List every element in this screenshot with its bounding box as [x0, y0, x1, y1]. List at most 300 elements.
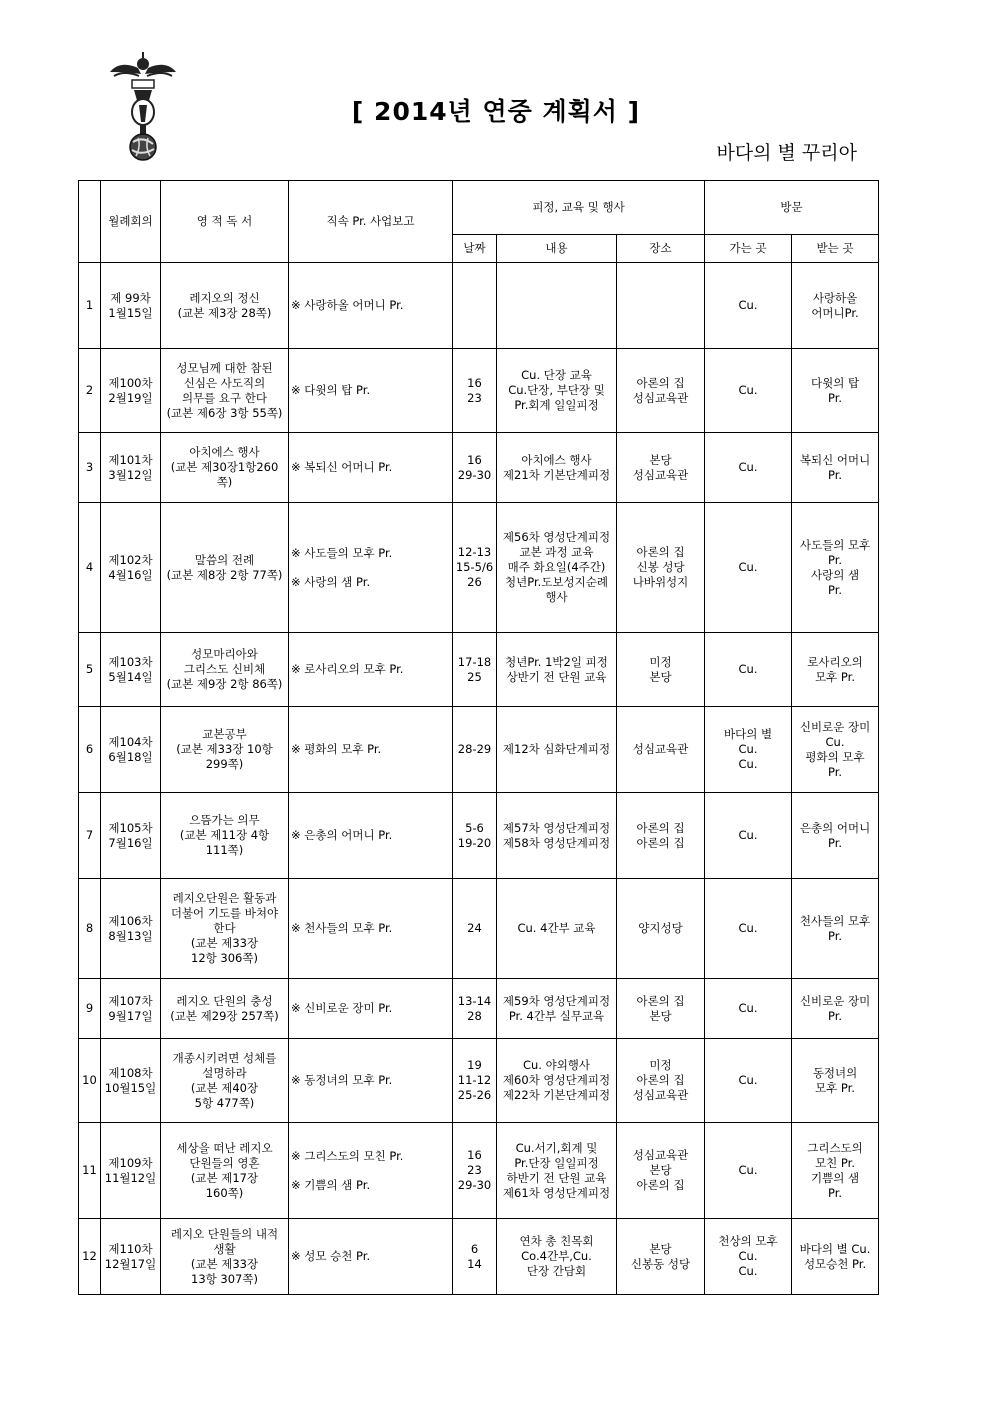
report-cell-stack — [291, 1073, 450, 1088]
place-cell-line: 아론의 집 — [636, 820, 685, 835]
content-cell-stack — [499, 742, 614, 757]
place-cell — [617, 503, 705, 633]
visit-go-cell — [705, 1039, 792, 1123]
place-cell — [617, 1039, 705, 1123]
date-cell-line: 28-29 — [457, 742, 492, 756]
content-cell-line: Cu. 4간부 교육 — [517, 921, 596, 935]
visit-receive-cell-line: 기쁨의 샘 Pr. — [810, 1170, 860, 1200]
place-cell-stack — [619, 376, 702, 406]
reading-cell: 세상을 떠난 레지오 단원들의 영혼 (교본 제17장 160쪽) — [161, 1123, 289, 1219]
report-cell-line: ※ 다윗의 탑 Pr. — [291, 383, 371, 397]
visit-go-cell-stack — [707, 460, 789, 475]
date-cell-line: 16 — [467, 375, 482, 390]
date-cell-stack — [455, 1148, 494, 1193]
visit-receive-cell-line: 복되신 어머니 Pr. — [799, 452, 871, 482]
place-cell-line: 성심교육관 — [632, 1148, 689, 1162]
visit-receive-cell-stack — [794, 376, 876, 406]
date-cell — [453, 349, 497, 433]
place-cell-line: 아론의 집 — [636, 545, 685, 559]
place-cell-stack — [619, 742, 702, 757]
date-cell — [453, 1123, 497, 1219]
meeting-cell: 제106차 8월13일 — [101, 879, 161, 979]
visit-receive-cell-line: 신비로운 장미 Pr. — [799, 993, 871, 1023]
content-cell-stack — [499, 1141, 614, 1201]
row-number: 6 — [79, 707, 101, 793]
visit-go-cell-line: Cu. — [738, 662, 758, 676]
date-cell — [453, 1039, 497, 1123]
visit-go-cell-stack — [707, 828, 789, 843]
visit-receive-cell-line: 사랑의 샘 Pr. — [810, 567, 860, 597]
content-cell — [497, 707, 617, 793]
report-cell — [289, 349, 453, 433]
reading-cell: 레지오 단원의 충성 (교본 제29장 257쪽) — [161, 979, 289, 1039]
visit-go-cell-line: Cu. — [738, 560, 758, 574]
content-cell — [497, 1123, 617, 1219]
report-cell-line: ※ 은총의 어머니 Pr. — [291, 828, 393, 842]
visit-receive-cell — [792, 263, 879, 349]
visit-go-cell — [705, 433, 792, 503]
report-cell-line: ※ 성모 승천 Pr. — [291, 1249, 371, 1263]
place-cell-stack — [619, 655, 702, 685]
report-cell — [289, 263, 453, 349]
report-cell — [289, 1123, 453, 1219]
visit-receive-cell — [792, 503, 879, 633]
reading-cell: 아치에스 행사 (교본 제30장1항260쪽) — [161, 433, 289, 503]
report-cell — [289, 433, 453, 503]
date-cell-stack — [455, 921, 494, 936]
report-cell-stack — [291, 921, 450, 936]
visit-go-cell-line: Cu. — [738, 1001, 758, 1015]
visit-go-cell-line: Cu. — [738, 1264, 758, 1278]
visit-go-cell-line: Cu. — [738, 1073, 758, 1087]
visit-go-cell-line: Cu. — [738, 460, 758, 474]
date-cell — [453, 633, 497, 707]
date-cell-line: 26 — [467, 575, 482, 589]
report-cell-line: ※ 기쁨의 샘 Pr. — [291, 1177, 371, 1192]
place-cell — [617, 707, 705, 793]
row-number: 8 — [79, 879, 101, 979]
report-cell-line: ※ 로사리오의 모후 Pr. — [291, 662, 404, 676]
header-date: 날짜 — [453, 235, 497, 263]
reading-cell: 레지오의 정신 (교본 제3장 28쪽) — [161, 263, 289, 349]
header-spiritual-reading: 영 적 독 서 — [161, 181, 289, 263]
date-cell — [453, 1219, 497, 1295]
header-praesidium-report: 직속 Pr. 사업보고 — [289, 181, 453, 263]
visit-receive-cell — [792, 349, 879, 433]
reading-cell: 말씀의 전례 (교본 제8장 2항 77쪽) — [161, 503, 289, 633]
place-cell-stack — [619, 821, 702, 851]
row-number: 9 — [79, 979, 101, 1039]
place-cell-stack — [619, 1148, 702, 1193]
visit-go-cell-stack — [707, 921, 789, 936]
report-cell-line: ※ 사랑의 샘 Pr. — [291, 574, 371, 589]
content-cell-line: 청년Pr.도보성지순례 행사 — [505, 575, 608, 604]
meeting-cell: 제110차 12월17일 — [101, 1219, 161, 1295]
date-cell-line: 23 29-30 — [457, 1163, 492, 1192]
report-cell-stack — [291, 298, 450, 313]
content-cell-line: Cu.서기,회계 및 Pr.단장 일일피정 — [514, 1140, 599, 1170]
content-cell-stack — [499, 1234, 614, 1279]
report-cell-stack — [291, 662, 450, 677]
visit-go-cell-stack — [707, 1073, 789, 1088]
date-cell-line: 12-13 — [457, 545, 492, 559]
place-cell-line: 신봉동 성당 — [630, 1256, 691, 1271]
date-cell-line: 25 — [467, 669, 482, 684]
reading-cell: 으뜸가는 의무 (교본 제11장 4항 111쪽) — [161, 793, 289, 879]
visit-go-cell-line: Cu. — [738, 757, 758, 771]
visit-receive-cell — [792, 707, 879, 793]
table-row — [79, 1123, 879, 1219]
visit-go-cell-stack — [707, 298, 789, 313]
report-cell-stack — [291, 828, 450, 843]
date-cell — [453, 707, 497, 793]
visit-go-cell — [705, 879, 792, 979]
report-cell-stack — [291, 1001, 450, 1016]
visit-go-cell-stack — [707, 383, 789, 398]
date-cell — [453, 879, 497, 979]
place-cell-line: 성심교육관 — [632, 742, 689, 756]
visit-receive-cell-line: 다윗의 탑 Pr. — [810, 375, 860, 405]
organization-name: 바다의 별 꾸리아 — [716, 142, 857, 164]
place-cell-line: 본당 — [649, 1008, 672, 1023]
visit-receive-cell-line: 그리스도의 모친 Pr. — [807, 1140, 863, 1170]
date-cell-stack — [455, 1242, 494, 1272]
date-cell-line: 6 — [470, 1241, 479, 1256]
report-cell-stack — [291, 460, 450, 475]
content-cell-stack — [499, 821, 614, 851]
report-cell-line: ※ 신비로운 장미 Pr. — [291, 1001, 393, 1015]
place-cell — [617, 879, 705, 979]
visit-go-cell-line: Cu. — [738, 921, 758, 935]
visit-receive-cell — [792, 1039, 879, 1123]
visit-receive-cell-line: 사도들의 모후 Pr. — [799, 537, 871, 567]
date-cell-line: 5-6 — [465, 820, 484, 835]
row-number: 12 — [79, 1219, 101, 1295]
place-cell — [617, 1219, 705, 1295]
place-cell-line: 미정 — [649, 654, 672, 669]
content-cell — [497, 1039, 617, 1123]
visit-receive-cell-line: 바다의 별 Cu. — [799, 1241, 871, 1256]
visit-go-cell-stack — [707, 560, 789, 575]
place-cell-stack — [619, 1242, 702, 1272]
date-cell-line: 16 — [467, 452, 482, 467]
content-cell-stack — [499, 1058, 614, 1103]
place-cell — [617, 1123, 705, 1219]
place-cell — [617, 433, 705, 503]
report-cell-line: ※ 그리스도의 모친 Pr. — [291, 1148, 404, 1163]
date-cell-line: 24 — [467, 921, 482, 935]
row-number: 1 — [79, 263, 101, 349]
place-cell-line: 나바위성지 — [632, 575, 689, 589]
place-cell-line: 본당 — [649, 1241, 672, 1256]
report-cell-line: ※ 복되신 어머니 Pr. — [291, 460, 393, 474]
place-cell-line: 아론의 집 — [636, 375, 685, 390]
report-cell-line: ※ 평화의 모후 Pr. — [291, 742, 382, 756]
meeting-cell: 제107차 9월17일 — [101, 979, 161, 1039]
meeting-cell: 제105차 7월16일 — [101, 793, 161, 879]
date-cell — [453, 979, 497, 1039]
visit-receive-cell-stack — [794, 1242, 876, 1272]
visit-receive-cell-stack — [794, 538, 876, 598]
report-cell-line: ※ 사랑하올 어머니 Pr. — [291, 298, 404, 312]
header-visit-receive: 받는 곳 — [792, 235, 879, 263]
report-cell-stack — [291, 383, 450, 398]
table-row — [79, 879, 879, 979]
row-number: 5 — [79, 633, 101, 707]
header-number — [79, 181, 101, 263]
visit-receive-cell-line: 성모승천 Pr. — [803, 1256, 867, 1271]
content-cell-line: 제58차 영성단계피정 — [502, 835, 611, 850]
visit-go-cell — [705, 793, 792, 879]
row-number: 11 — [79, 1123, 101, 1219]
report-cell — [289, 979, 453, 1039]
visit-go-cell — [705, 633, 792, 707]
visit-receive-cell-line: 은총의 어머니 Pr. — [799, 820, 871, 850]
report-cell-stack — [291, 742, 450, 757]
report-cell — [289, 1039, 453, 1123]
reading-cell: 레지오 단원들의 내적 생활 (교본 제33장 13항 307쪽) — [161, 1219, 289, 1295]
table-row — [79, 793, 879, 879]
date-cell-line: 19 11-12 25-26 — [457, 1058, 492, 1102]
content-cell-line: Cu.단장, 부단장 및 Pr.회계 일일피정 — [508, 383, 605, 412]
content-cell-stack — [499, 655, 614, 685]
content-cell-stack — [499, 368, 614, 413]
place-cell — [617, 979, 705, 1039]
date-cell-stack — [455, 1058, 494, 1103]
visit-receive-cell-line: 신비로운 장미 Cu. — [799, 719, 871, 749]
visit-receive-cell — [792, 433, 879, 503]
visit-go-cell — [705, 349, 792, 433]
visit-go-cell-line: Cu. — [738, 828, 758, 842]
content-cell-line: 청년Pr. 1박2일 피정 — [505, 654, 608, 669]
report-cell — [289, 793, 453, 879]
visit-go-cell — [705, 1219, 792, 1295]
visit-go-cell-stack — [707, 727, 789, 772]
visit-receive-cell — [792, 793, 879, 879]
content-cell-line: 상반기 전 단원 교육 — [506, 669, 607, 684]
meeting-cell: 제 99차 1월15일 — [101, 263, 161, 349]
table-row — [79, 503, 879, 633]
place-cell-line: 본당 — [649, 669, 672, 684]
table-row — [79, 707, 879, 793]
visit-go-cell-stack — [707, 1001, 789, 1016]
row-number: 3 — [79, 433, 101, 503]
content-cell-line: 제57차 영성단계피정 — [502, 820, 611, 835]
place-cell — [617, 349, 705, 433]
report-cell-stack — [291, 1149, 450, 1193]
visit-receive-cell-line: 천사들의 모후 Pr. — [799, 913, 871, 943]
header-visit: 방문 — [705, 181, 879, 235]
row-number: 4 — [79, 503, 101, 633]
content-cell-stack — [499, 994, 614, 1024]
place-cell — [617, 263, 705, 349]
date-cell-stack — [455, 655, 494, 685]
visit-go-cell-line: Cu. — [738, 1163, 758, 1177]
visit-go-cell — [705, 263, 792, 349]
row-number: 7 — [79, 793, 101, 879]
meeting-cell: 제103차 5월14일 — [101, 633, 161, 707]
content-cell — [497, 633, 617, 707]
content-cell — [497, 503, 617, 633]
visit-receive-cell-stack — [794, 821, 876, 851]
visit-receive-cell-stack — [794, 453, 876, 483]
date-cell-line: 15-5/6 — [455, 560, 494, 574]
content-cell — [497, 879, 617, 979]
date-cell-line: 28 — [467, 1008, 482, 1023]
reading-cell: 성모마리아와 그리스도 신비체 (교본 제9장 2항 86쪽) — [161, 633, 289, 707]
content-cell-line: 하반기 전 단원 교육 제61차 영성단계피정 — [502, 1170, 611, 1200]
table-row — [79, 1219, 879, 1295]
table-row — [79, 979, 879, 1039]
content-cell — [497, 1219, 617, 1295]
meeting-cell: 제108차 10월15일 — [101, 1039, 161, 1123]
meeting-cell: 제104차 6월18일 — [101, 707, 161, 793]
date-cell-line: 13-14 — [457, 993, 492, 1008]
plan-table-body — [79, 263, 879, 1295]
visit-receive-cell — [792, 633, 879, 707]
header-visit-go: 가는 곳 — [705, 235, 792, 263]
report-cell — [289, 633, 453, 707]
content-cell-line: Co.4간부,Cu. 단장 간담회 — [521, 1249, 592, 1278]
place-cell-stack — [619, 994, 702, 1024]
reading-cell: 개종시키려면 성체를 설명하라 (교본 제40장 5항 477쪽) — [161, 1039, 289, 1123]
date-cell-line: 16 — [467, 1148, 482, 1162]
meeting-cell: 제109차 11월12일 — [101, 1123, 161, 1219]
document-title: [ 2014년 연중 계획서 ] — [351, 97, 641, 126]
visit-go-cell — [705, 707, 792, 793]
reading-cell: 교본공부 (교본 제33장 10항 299쪽) — [161, 707, 289, 793]
place-cell-line: 양지성당 — [638, 921, 683, 935]
visit-receive-cell-line: 동정녀의 모후 Pr. — [812, 1065, 858, 1095]
content-cell-line: Cu. 단장 교육 — [521, 368, 592, 382]
report-cell-line: ※ 사도들의 모후 Pr. — [291, 545, 393, 560]
visit-go-cell — [705, 979, 792, 1039]
content-cell — [497, 793, 617, 879]
header-events: 피정, 교육 및 행사 — [453, 181, 705, 235]
visit-go-cell — [705, 503, 792, 633]
visit-go-cell-line: Cu. — [738, 383, 758, 397]
visit-receive-cell — [792, 979, 879, 1039]
place-cell-line: 아론의 집 — [636, 835, 685, 850]
meeting-cell: 제101차 3월12일 — [101, 433, 161, 503]
visit-go-cell-line: 천상의 모후 Cu. — [718, 1234, 778, 1263]
header-place: 장소 — [617, 235, 705, 263]
place-cell-stack — [619, 545, 702, 590]
visit-receive-cell — [792, 1219, 879, 1295]
content-cell-line: Cu. 야외행사 제60차 영성단계피정 제22차 기본단계피정 — [502, 1058, 611, 1102]
report-cell-line: ※ 동정녀의 모후 Pr. — [291, 1073, 393, 1087]
content-cell — [497, 979, 617, 1039]
visit-receive-cell-stack — [794, 914, 876, 944]
report-cell — [289, 879, 453, 979]
date-cell-line: 23 — [467, 390, 482, 405]
place-cell-line: 본당 아론의 집 — [636, 1163, 685, 1192]
date-cell-line: 29-30 — [457, 467, 492, 482]
date-cell-stack — [455, 453, 494, 483]
visit-go-cell — [705, 1123, 792, 1219]
report-cell — [289, 1219, 453, 1295]
reading-cell: 레지오단원은 활동과 더불어 기도를 바쳐야 한다 (교본 제33장 12항 306쪽) — [161, 879, 289, 979]
report-cell-stack — [291, 546, 450, 590]
date-cell — [453, 433, 497, 503]
date-cell-stack — [455, 742, 494, 757]
visit-receive-cell-stack — [794, 1066, 876, 1096]
table-row — [79, 263, 879, 349]
date-cell — [453, 503, 497, 633]
visit-receive-cell-stack — [794, 655, 876, 685]
content-cell-line: 제59차 영성단계피정 — [502, 993, 611, 1008]
content-cell-line: 제21차 기본단계피정 — [502, 467, 611, 482]
date-cell-stack — [455, 376, 494, 406]
content-cell-line: Pr. 4간부 실무교육 — [508, 1008, 605, 1023]
date-cell-stack — [455, 994, 494, 1024]
visit-receive-cell-line: 사랑하올 어머니Pr. — [811, 290, 859, 320]
place-cell — [617, 633, 705, 707]
visit-go-cell-stack — [707, 662, 789, 677]
place-cell-line: 아론의 집 — [636, 993, 685, 1008]
annual-plan-table — [78, 180, 879, 1295]
visit-receive-cell-line: 평화의 모후 Pr. — [805, 749, 865, 779]
content-cell — [497, 433, 617, 503]
row-number: 2 — [79, 349, 101, 433]
row-number: 10 — [79, 1039, 101, 1123]
visit-receive-cell — [792, 1123, 879, 1219]
place-cell-line: 미정 아론의 집 성심교육관 — [632, 1058, 689, 1102]
date-cell-line: 14 — [467, 1256, 482, 1271]
date-cell — [453, 793, 497, 879]
report-cell-line: ※ 천사들의 모후 Pr. — [291, 921, 393, 935]
report-cell — [289, 707, 453, 793]
visit-receive-cell-stack — [794, 994, 876, 1024]
table-row — [79, 633, 879, 707]
report-cell — [289, 503, 453, 633]
visit-receive-cell-stack — [794, 291, 876, 321]
content-cell — [497, 349, 617, 433]
table-row — [79, 1039, 879, 1123]
reading-cell: 성모님께 대한 참된 신심은 사도직의 의무를 요구 한다 (교본 제6장 3항 55쪽) — [161, 349, 289, 433]
date-cell-line: 19-20 — [457, 835, 492, 850]
content-cell-line: 제12차 심화단계피정 — [502, 742, 611, 756]
content-cell-stack — [499, 453, 614, 483]
content-cell-line: 아치에스 행사 — [521, 452, 592, 467]
date-cell-stack — [455, 821, 494, 851]
content-cell-line: 제56차 영성단계피정 — [502, 530, 611, 544]
visit-go-cell-line: Cu. — [738, 298, 758, 312]
header-content: 내용 — [497, 235, 617, 263]
visit-receive-cell-stack — [794, 1141, 876, 1201]
place-cell-line: 본당 — [649, 452, 672, 467]
place-cell-line: 성심교육관 — [632, 467, 689, 482]
table-row — [79, 349, 879, 433]
content-cell — [497, 263, 617, 349]
table-row — [79, 433, 879, 503]
date-cell — [453, 263, 497, 349]
place-cell — [617, 793, 705, 879]
content-cell-line: 연차 총 친목회 — [519, 1234, 594, 1248]
content-cell-stack — [499, 530, 614, 605]
visit-go-cell-line: 바다의 별 Cu. — [723, 727, 773, 756]
visit-receive-cell — [792, 879, 879, 979]
place-cell-line: 성심교육관 — [632, 390, 689, 405]
place-cell-stack — [619, 1058, 702, 1103]
visit-go-cell-stack — [707, 1163, 789, 1178]
content-cell-stack — [499, 921, 614, 936]
meeting-cell: 제102차 4월16일 — [101, 503, 161, 633]
visit-go-cell-stack — [707, 1234, 789, 1279]
visit-receive-cell-stack — [794, 720, 876, 780]
header-monthly-meeting: 월례회의 — [101, 181, 161, 263]
place-cell-stack — [619, 453, 702, 483]
